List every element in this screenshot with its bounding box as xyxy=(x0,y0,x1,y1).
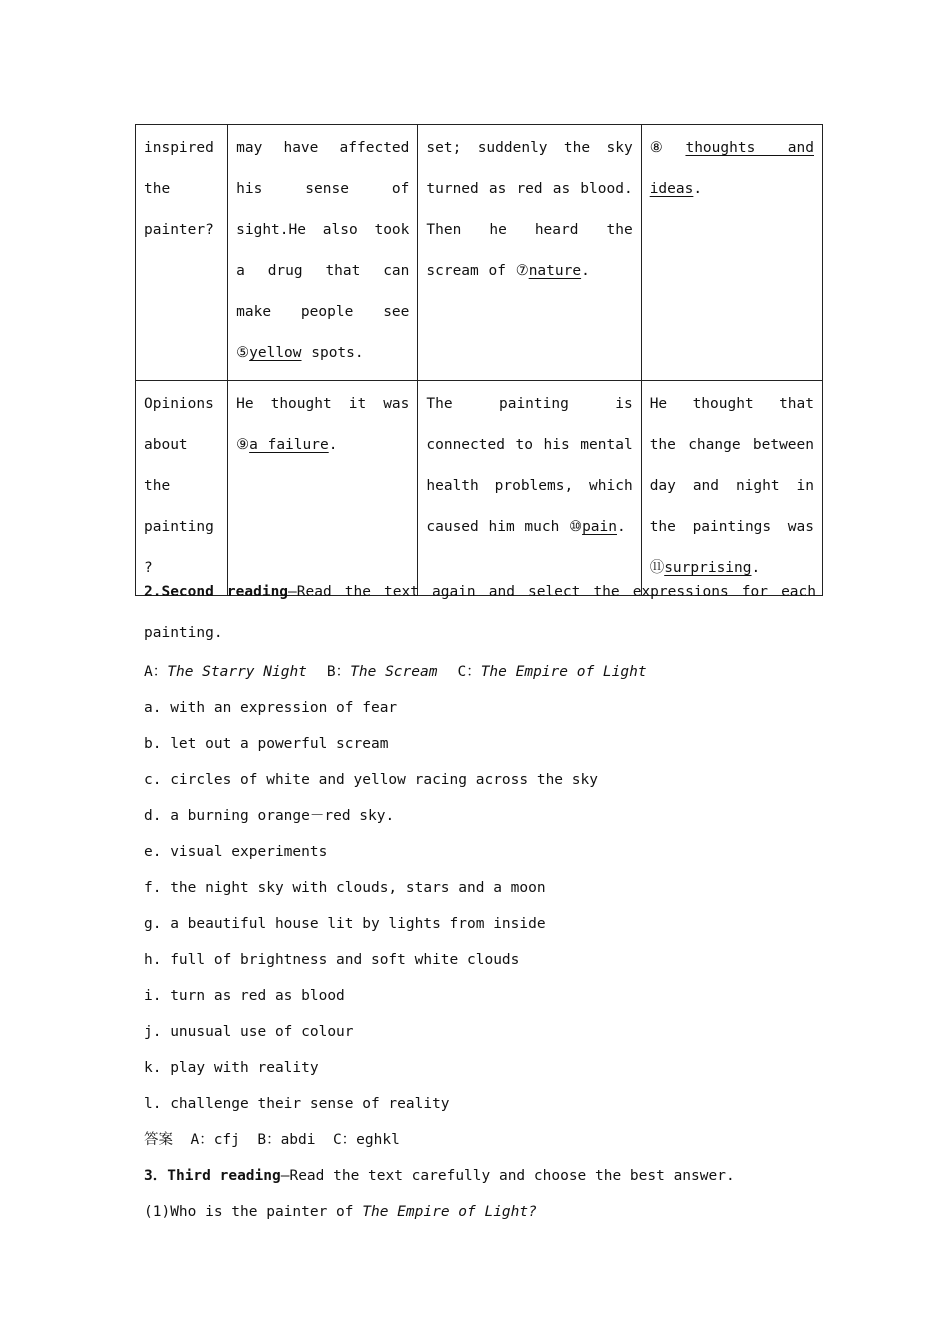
question-1: (1)Who is the painter of The Empire of Light? xyxy=(144,1204,537,1220)
answer-blank: nature xyxy=(528,263,582,279)
scream-cell: The painting is connected to his mental health problems, which caused him much ⑩pain. xyxy=(418,381,641,596)
list-item: h. full of brightness and soft white clouds xyxy=(144,952,520,968)
list-item: g. a beautiful house lit by lights from inside xyxy=(144,916,546,932)
second-reading-label: Second reading xyxy=(161,584,289,600)
starry-night-cell: He thought it was ⑨a failure. xyxy=(228,381,418,596)
list-item: k. play with reality xyxy=(144,1060,319,1076)
painting-title: The Empire of Light xyxy=(480,664,647,680)
painting-title: The Empire of Light? xyxy=(362,1204,537,1220)
list-item: f. the night sky with clouds, stars and a moon xyxy=(144,880,546,896)
list-item: a. with an expression of fear xyxy=(144,700,398,716)
answer-blank: a failure xyxy=(249,437,329,453)
answer-blank: surprising xyxy=(664,560,752,576)
answer-blank: pain xyxy=(582,519,617,535)
empire-of-light-cell: ⑧thoughts and ideas. xyxy=(641,125,822,381)
exercise-body xyxy=(144,572,816,1230)
painting-title: The Scream xyxy=(350,664,438,680)
third-reading-label: Third reading xyxy=(167,1168,281,1184)
row-heading-cell: inspired the painter? xyxy=(136,125,228,381)
answer-blank: thoughts and ideas xyxy=(649,140,814,197)
painting-comparison-table xyxy=(135,124,823,596)
list-item: j. unusual use of colour xyxy=(144,1024,354,1040)
list-item: d. a burning orange－red sky. xyxy=(144,808,395,824)
table-row xyxy=(136,125,823,381)
list-item: c. circles of white and yellow racing across the sky xyxy=(144,772,598,788)
list-item: i. turn as red as blood xyxy=(144,988,345,1004)
answer-blank: yellow xyxy=(249,345,302,361)
table-row xyxy=(136,381,823,596)
list-item: b. let out a powerful scream xyxy=(144,736,389,752)
answer-key: 答案 A：cfj B：abdi C：eghkl xyxy=(144,1132,400,1148)
painting-title: The Starry Night xyxy=(167,664,307,680)
scream-cell: set; suddenly the sky turned as red as blood. Then he heard the scream of ⑦nature. xyxy=(418,125,641,381)
list-item: e. visual experiments xyxy=(144,844,328,860)
empire-of-light-cell: He thought that the change between day and night in the paintings was ⑪surprising. xyxy=(641,381,822,596)
second-reading-instruction: 2.Second reading—Read the text again and select the expressions for each painting. xyxy=(144,584,816,641)
painting-legend: A：The Starry Night B：The Scream C：The Empire of Light xyxy=(144,664,647,680)
answer-label: 答案 xyxy=(144,1132,173,1148)
third-reading-instruction: 3．Third reading—Read the text carefully and choose the best answer. xyxy=(144,1168,735,1184)
starry-night-cell: may have affected his sense of sight.He also took a drug that can make people see ⑤yellow spots. xyxy=(228,125,418,381)
list-item: l. challenge their sense of reality xyxy=(144,1096,450,1112)
row-heading-cell: Opinions about the painting ? xyxy=(136,381,228,596)
